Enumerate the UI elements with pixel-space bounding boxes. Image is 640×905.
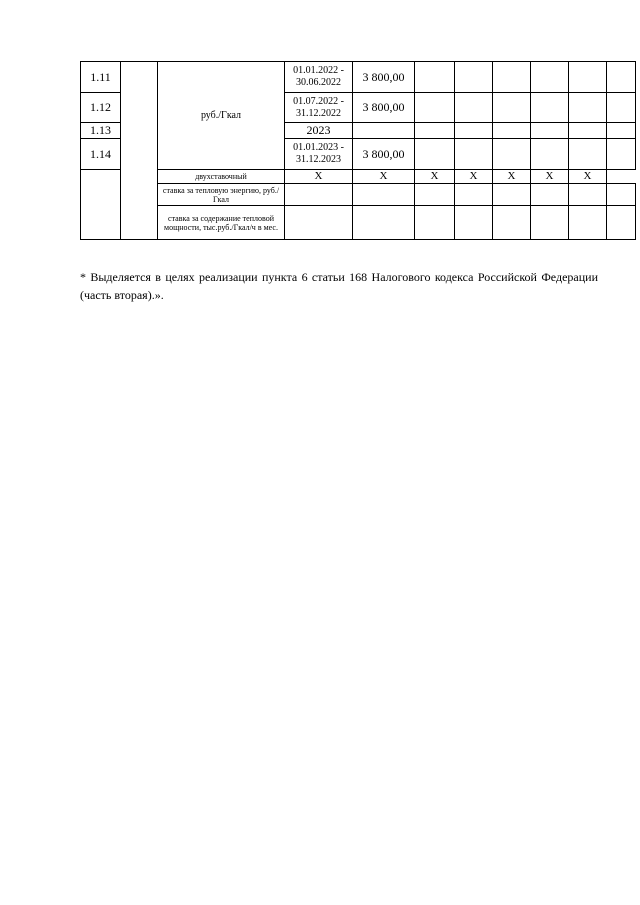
value-cell: 3 800,00 bbox=[353, 139, 415, 170]
value-cell: 3 800,00 bbox=[353, 62, 415, 93]
row-number: 1.13 bbox=[81, 123, 121, 139]
row-number: 1.14 bbox=[81, 139, 121, 170]
x-mark: Х bbox=[455, 170, 493, 184]
unit-label: руб./Гкал bbox=[158, 62, 285, 170]
period-cell: 01.01.2023 - 31.12.2023 bbox=[285, 139, 353, 170]
row-number: 1.12 bbox=[81, 93, 121, 123]
tariff-table bbox=[80, 61, 636, 240]
merged-empty-cell bbox=[121, 62, 158, 240]
value-cell: 3 800,00 bbox=[353, 93, 415, 123]
merged-empty-cell bbox=[81, 170, 121, 240]
x-mark: Х bbox=[569, 170, 607, 184]
period-cell: 01.01.2022 - 30.06.2022 bbox=[285, 62, 353, 93]
table-row bbox=[81, 62, 636, 93]
x-mark: Х bbox=[285, 170, 353, 184]
row-number: 1.11 bbox=[81, 62, 121, 93]
period-cell: 01.07.2022 - 31.12.2022 bbox=[285, 93, 353, 123]
x-mark: Х bbox=[531, 170, 569, 184]
two-part-row bbox=[81, 170, 636, 184]
table-row bbox=[81, 206, 636, 240]
x-mark: Х bbox=[493, 170, 531, 184]
x-mark: Х bbox=[415, 170, 455, 184]
year-cell: 2023 bbox=[285, 123, 353, 139]
x-mark: Х bbox=[353, 170, 415, 184]
footnote: * Выделяется в целях реализации пункта 6 статьи 168 Налогового кодекса Российской Федерации (часть вторая).». bbox=[80, 270, 598, 302]
capacity-rate-label: ставка за содержание тепловой мощности, тыс.руб./Гкал/ч в мес. bbox=[158, 206, 285, 240]
energy-rate-label: ставка за тепловую энергию, руб./Гкал bbox=[158, 184, 285, 206]
table-row bbox=[81, 184, 636, 206]
two-part-label: двухставочный bbox=[158, 170, 285, 184]
